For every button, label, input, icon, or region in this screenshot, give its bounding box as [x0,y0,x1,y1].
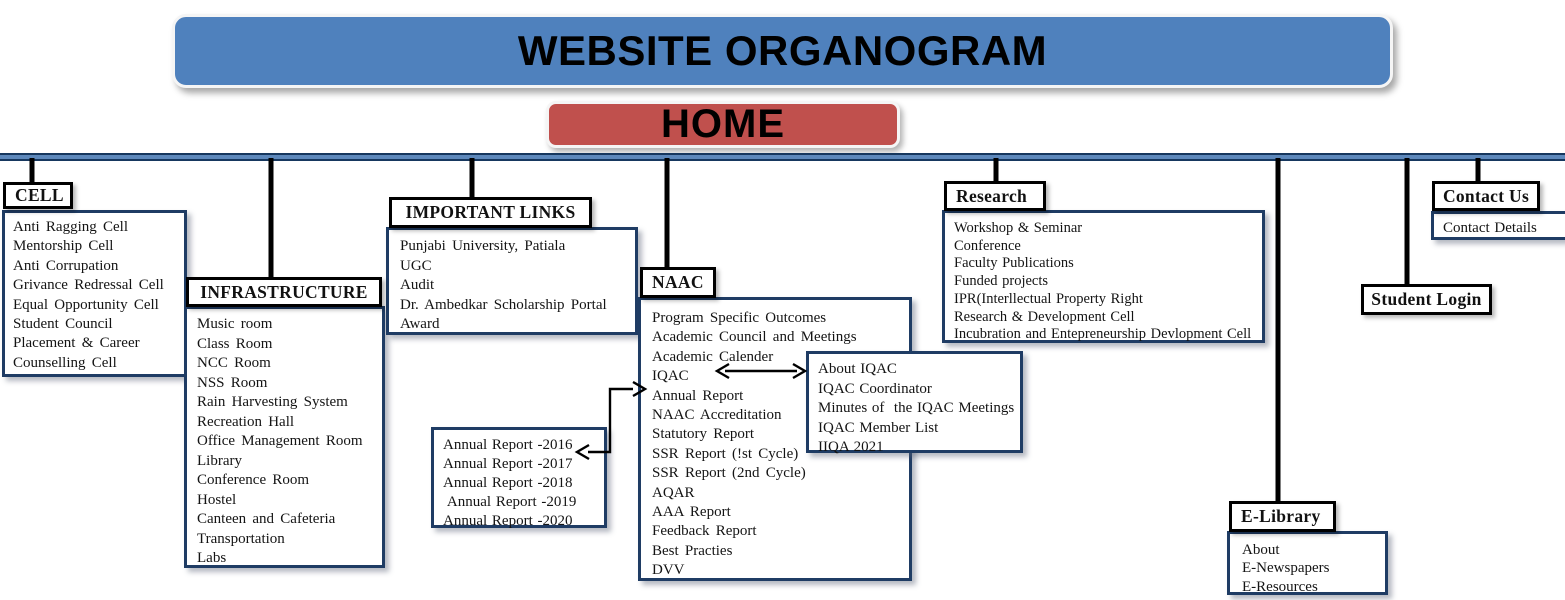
list-item: Rain Harvesting System [197,394,348,410]
list-item: Contact Details [1443,220,1537,236]
list-item: NAAC Accreditation [652,407,782,424]
list-item: DVV [652,562,685,579]
list-item: Award [400,316,440,332]
list-item: Music room [197,316,273,332]
list-item: Annual Report -2019 [443,494,577,510]
list-item: NSS Room [197,374,268,391]
horizontal-bus-line [0,153,1565,161]
list-item: Hostel [197,491,237,508]
list-item: Recreation Hall [197,413,295,430]
list-item: Canteen and Cafeteria [197,511,336,527]
list-item: Annual Report -2020 [443,513,573,529]
list-item: Incubration and Entepreneurship Devlopment Cell [954,326,1252,343]
student-login-box: Student Login [1361,284,1492,315]
list-item: UGC [400,257,432,274]
list-item: Minutes of the IQAC Meetings [818,400,1015,416]
iqac-details-box [806,351,1023,453]
important-links-title-box: IMPORTANT LINKS [389,197,592,228]
cell-title-box: CELL [3,182,73,209]
list-item: E-Resources [1242,578,1318,595]
list-item: Student Council [13,316,113,333]
e-library-list-box [1227,531,1388,595]
list-item: Labs [197,550,227,566]
list-item: Dr. Ambedkar Scholarship Portal [400,296,607,313]
list-item: Research & Development Cell [954,308,1135,325]
list-item: IQAC [652,368,689,385]
list-item: Counselling Cell [13,354,117,371]
research-title-box: Research [944,181,1046,211]
list-item: About IQAC [818,361,897,377]
list-item: AAA Report [652,504,731,521]
list-item: Office Management Room [197,433,363,449]
list-item: Grivance Redressal Cell [13,277,164,294]
list-item: Class Room [197,335,273,352]
annual-reports-box [431,427,607,528]
list-item: Funded projects [954,273,1049,290]
list-item: Annual Report -2016 [443,437,573,453]
list-item: Workshop & Seminar [954,220,1083,236]
contact-us-title-box: Contact Us [1432,181,1540,211]
list-item: Library [197,452,242,469]
list-item: Best Practies [652,542,733,559]
list-item: IPR(Interllectual Property Right [954,290,1143,307]
list-item: Anti Ragging Cell [13,219,128,235]
cell-list-box [2,210,187,377]
list-item: Audit [400,277,435,293]
list-item: IQAC Member List [818,419,939,436]
list-item: Anti Corrupation [13,257,119,274]
list-item: Annual Report -2017 [443,456,573,472]
infrastructure-title-box: INFRASTRUCTURE [186,277,382,307]
page-title: WEBSITE ORGANOGRAM [172,14,1393,88]
list-item: Conference [954,237,1021,254]
important-links-list-box [386,227,638,335]
list-item: Mentorship Cell [13,238,114,255]
naac-title-box: NAAC [640,267,716,298]
list-item: Placement & Career [13,335,140,352]
infrastructure-list-box [184,306,385,568]
list-item: SSR Report (2nd Cycle) [652,465,806,482]
list-item: NCC Room [197,355,271,371]
list-item: Academic Calender [652,348,774,365]
list-item: About [1242,542,1280,558]
list-item: Equal Opportunity Cell [13,296,159,313]
list-item: Faculty Publications [954,255,1074,272]
list-item: Annual Report -2018 [443,475,573,491]
list-item: Feedback Report [652,523,757,540]
e-library-title-box: E-Library [1229,501,1336,532]
list-item: Academic Council and Meetings [652,329,857,346]
list-item: Statutory Report [652,426,755,443]
list-item: Conference Room [197,472,310,488]
contact-details-box [1431,211,1565,240]
list-item: E-Newspapers [1242,560,1330,577]
home-node: HOME [546,101,900,148]
research-list-box [942,210,1265,343]
list-item: Program Specific Outcomes [652,310,827,326]
list-item: AQAR [652,484,695,501]
list-item: IIQA 2021 [818,439,884,455]
list-item: Punjabi University, Patiala [400,238,566,254]
list-item: IQAC Coordinator [818,380,932,397]
list-item: Transportation [197,530,285,547]
list-item: SSR Report (!st Cycle) [652,445,799,462]
list-item: Annual Report [652,387,744,404]
